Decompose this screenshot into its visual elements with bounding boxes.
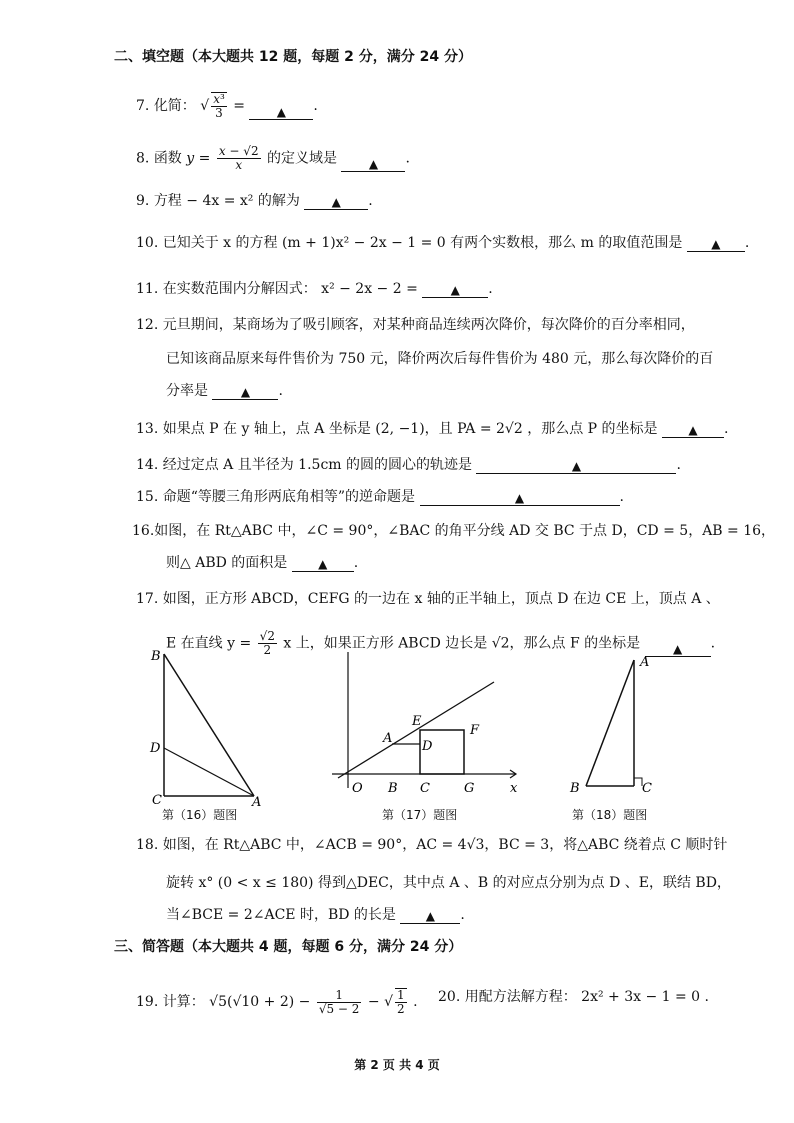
question-8: 8. 函数 y = $\frac{x - √2}{x}$ 的定义域是 ▲ . <box>136 144 410 172</box>
answer-blank[interactable] <box>212 383 278 400</box>
question-12-line-2: 已知该商品原来每件售价为 750 元，降价两次后每件售价为 480 元，那么每次降价的百 <box>166 351 714 367</box>
fraction: $\frac{x - √2}{x}$ <box>218 144 259 172</box>
question-number: 12. <box>136 317 159 333</box>
question-text: 如图，在 Rt△ABC 中，∠ACB = 90°，AC = 4√3，BC = 3，将△ABC 绕着点 C 顺时针 <box>162 837 728 853</box>
question-13: 13. 如果点 P 在 y 轴上，点 A 坐标是 (2, −1)，且 PA = 2√2 ，那么点 P 的坐标是 ▲ . <box>136 421 729 437</box>
triangle-icon: ▲ <box>425 909 435 923</box>
caption-16: 第（16）题图 <box>162 808 238 822</box>
question-17-line-2: E 在直线 y = $\frac{√2}{2}$ x 上，如果正方形 ABCD 边长是 √2，那么点 F 的坐标是 ▲ . <box>166 629 716 657</box>
question-text: 计算： √5(√10 + 2) − <box>162 994 311 1010</box>
question-16-line-2: 则△ ABD 的面积是 ▲ . <box>166 555 359 571</box>
question-7: 7. 化简： √ $\frac{\text{x³}}{3}$ = ▲ . <box>136 92 318 120</box>
answer-blank[interactable] <box>292 555 354 572</box>
question-number: 13. <box>136 421 159 437</box>
question-18-line-2: 旋转 x° (0 < x ≤ 180) 得到△DEC，其中点 A 、B 的对应点分别为点 D 、E，联结 BD， <box>166 875 731 891</box>
label-E: E <box>412 714 422 729</box>
question-number: 20. <box>438 989 461 1005</box>
question-text-2: x 上，如果正方形 ABCD 边长是 √2，那么点 F 的坐标是 <box>283 635 641 652</box>
question-number: 10. <box>136 235 159 251</box>
sqrt-half: √ $\frac{1}{2}$ <box>384 988 405 1016</box>
label-C: C <box>642 781 652 796</box>
question-text: 当∠BCE = 2∠ACE 时，BD 的长是 <box>166 907 396 923</box>
question-19: 19. 计算： √5(√10 + 2) − $\frac{1}{√5 - 2}$ − √ $\frac{1}{2}$ . <box>136 987 418 1016</box>
figure-18 <box>560 648 670 798</box>
caption-17: 第（17）题图 <box>382 808 458 822</box>
question-number: 15. <box>136 489 159 505</box>
question-20 <box>438 988 709 1006</box>
label-B: B <box>388 781 398 796</box>
question-number: 17. <box>136 591 159 607</box>
figure-16 <box>148 648 268 810</box>
section-2-title: 二、填空题（本大题共 12 题，每题 2 分，满分 24 分） <box>114 49 472 65</box>
question-text: E 在直线 y = <box>166 635 252 652</box>
answer-blank[interactable] <box>341 155 405 172</box>
label-O: O <box>352 781 363 796</box>
question-10: 10. 已知关于 x 的方程 (m + 1)x² − 2x − 1 = 0 有两个实数根，那么 m 的取值范围是 ▲ . <box>136 235 750 251</box>
triangle-icon: ▲ <box>368 157 379 171</box>
label-D: D <box>422 739 433 754</box>
question-text: 元旦期间，某商场为了吸引顾客，对某种商品连续两次降价，每次降价的百分率相同， <box>162 317 695 333</box>
question-9: 9. 方程 − 4x = x² 的解为 ▲ . <box>136 193 373 209</box>
answer-blank[interactable] <box>420 489 620 506</box>
question-number: 18. <box>136 837 159 853</box>
triangle-icon: ▲ <box>276 105 287 119</box>
caption-18: 第（18）题图 <box>572 808 648 822</box>
question-17-line-1 <box>136 590 720 608</box>
question-number: 7. <box>136 98 150 114</box>
question-number: 14. <box>136 457 159 473</box>
answer-blank[interactable] <box>400 907 460 924</box>
triangle-icon: ▲ <box>711 237 721 251</box>
sqrt-expression: √ $\frac{\text{x³}}{3}$ <box>200 92 225 120</box>
question-text: 已知关于 x 的方程 (m + 1)x² − 2x − 1 = 0 有两个实数根，那么 m 的取值范围是 <box>162 235 683 251</box>
question-16-line-1 <box>132 522 775 540</box>
answer-blank[interactable] <box>687 235 745 252</box>
question-18-line-1 <box>136 836 727 854</box>
answer-blank[interactable] <box>422 281 488 298</box>
question-text: 则△ ABD 的面积是 <box>166 555 288 571</box>
period: . <box>413 994 418 1010</box>
label-x: x <box>510 781 518 796</box>
question-text: 经过定点 A 且半径为 1.5cm 的圆的圆心的轨迹是 <box>162 457 473 473</box>
question-text: 方程 − 4x = x² 的解为 <box>153 193 300 209</box>
answer-blank[interactable] <box>662 421 724 438</box>
question-number: 9. <box>136 193 150 209</box>
label-F: F <box>470 723 480 738</box>
question-text: 在实数范围内分解因式： x² − 2x − 2 = <box>162 281 418 297</box>
triangle-icon: ▲ <box>571 459 582 473</box>
label-C: C <box>152 793 162 808</box>
fraction: $\frac{1}{√5 - 2}$ <box>318 987 360 1016</box>
question-text: 命题“等腰三角形两底角相等”的逆命题是 <box>162 489 416 505</box>
question-number: 11. <box>136 281 159 297</box>
question-text: 用配方法解方程： 2x² + 3x − 1 = 0 . <box>464 989 709 1005</box>
question-number: 8. <box>136 150 150 167</box>
period: . <box>313 98 318 114</box>
label-B: B <box>151 649 161 664</box>
question-text-2: 的定义域是 <box>267 150 338 167</box>
triangle-icon: ▲ <box>240 385 251 399</box>
question-12-line-1 <box>136 316 695 334</box>
label-A: A <box>383 731 393 746</box>
question-text: 如图，在 Rt△ABC 中，∠C = 90°，∠BAC 的角平分线 AD 交 BC 于点 D，CD = 5，AB = 16， <box>154 523 776 539</box>
fraction: $\frac{√2}{2}$ <box>259 629 275 657</box>
question-11: 11. 在实数范围内分解因式： x² − 2x − 2 = ▲ . <box>136 281 493 297</box>
label-G: G <box>464 781 475 796</box>
answer-blank[interactable] <box>476 457 676 474</box>
question-number: 19. <box>136 994 159 1010</box>
question-text: 化简： <box>153 98 196 114</box>
figure-17 <box>326 648 526 808</box>
question-text: 分率是 <box>166 383 208 399</box>
question-number: 16. <box>132 523 155 539</box>
triangle-icon: ▲ <box>688 423 698 437</box>
triangle-icon: ▲ <box>514 491 525 505</box>
page-footer: 第 2 页 共 4 页 <box>354 1058 440 1072</box>
triangle-icon: ▲ <box>318 557 328 571</box>
triangle-icon: ▲ <box>331 195 341 209</box>
triangle-icon: ▲ <box>450 283 460 297</box>
question-text: 函数 <box>153 150 182 167</box>
question-12-line-3: 分率是 ▲ . <box>166 383 283 399</box>
answer-blank[interactable] <box>304 193 368 210</box>
question-18-line-3: 当∠BCE = 2∠ACE 时，BD 的长是 ▲ . <box>166 907 465 923</box>
answer-blank[interactable] <box>249 103 313 120</box>
label-D: D <box>150 741 161 756</box>
question-text: 如果点 P 在 y 轴上，点 A 坐标是 (2, −1)，且 PA = 2√2 ，那么点 P 的坐标是 <box>162 421 658 437</box>
label-C: C <box>420 781 430 796</box>
triangle-icon: ▲ <box>672 642 683 656</box>
question-text: 如图，正方形 ABCD，CEFG 的一边在 x 轴的正半轴上，顶点 D 在边 CE 上，顶点 A 、 <box>162 591 720 607</box>
label-B: B <box>570 781 580 796</box>
label-A: A <box>640 655 650 670</box>
question-14: 14. 经过定点 A 且半径为 1.5cm 的圆的圆心的轨迹是 ▲ . <box>136 457 681 473</box>
section-3-title: 三、简答题（本大题共 4 题，每题 6 分，满分 24 分） <box>114 939 463 955</box>
label-A: A <box>252 795 262 810</box>
question-15: 15. 命题“等腰三角形两底角相等”的逆命题是 ▲ . <box>136 489 624 505</box>
